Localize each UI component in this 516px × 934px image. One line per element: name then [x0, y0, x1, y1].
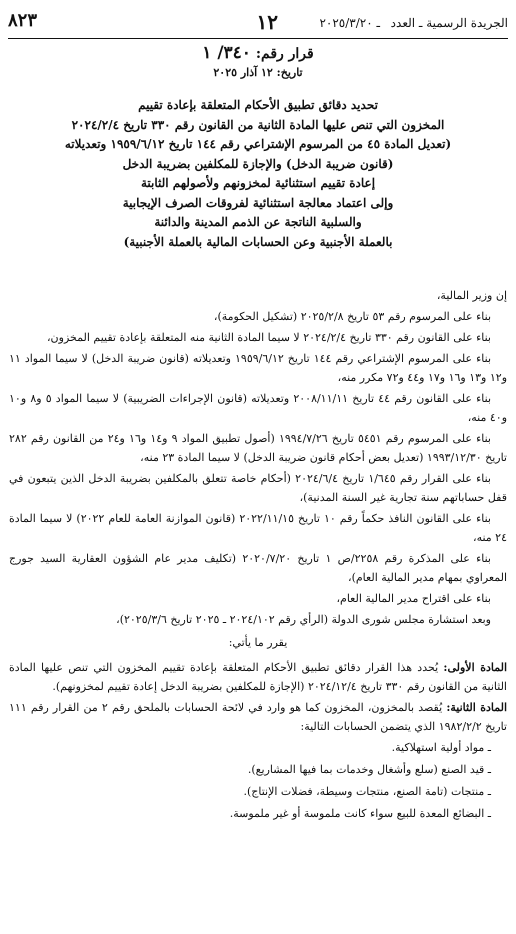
- gazette-title: الجريدة الرسمية ـ العدد: [390, 16, 508, 30]
- page-number: ٨٢٣: [8, 10, 38, 31]
- list-item: ـ البضائع المعدة للبيع سواء كانت ملموسة أو غير ملموسة.: [229, 807, 491, 820]
- decree-number-value: ٣٤٠/ ١: [202, 43, 251, 63]
- decree-heading: [0, 44, 516, 81]
- title-line: بالعملة الأجنبية وعن الحسابات المالية بالعملة الأجنبية): [123, 234, 393, 249]
- recital: بناء على المرسوم رقم ٥٣ تاريخ ٢٠٢٥/٢/٨ (تشكيل الحكومة)،: [213, 310, 491, 323]
- decree-number-line: [0, 44, 516, 63]
- article-2: [9, 698, 507, 736]
- title-line: والسلبية الناتجة عن الذمم المدينة والدائنة: [154, 215, 362, 229]
- recital: بناء على المرسوم الإشتراعي رقم ١٤٤ تاريخ ١٩٥٩/٦/١٢ وتعديلاته (قانون ضريبة الدخل) لا سيما المواد ١١ و١٢ و١٣ و١٦ و١٧ و٤٤ و٧٢ مكرر منه،: [9, 352, 507, 384]
- page-header: [8, 10, 508, 34]
- article-2-text: يُقصد بالمخزون، المخزون كما هو وارد في لائحة الحسابات بالملحق رقم ٢ من القرار رقم ١١١ تاريخ ١٩٨٢/٢/٢ الذي يتضمن الحسابات التالية:: [9, 701, 507, 733]
- title-line: وإلى اعتماد معالجة استثنائية لفروقات الصرف الإيجابية: [122, 195, 394, 210]
- decree-title: [10, 96, 506, 252]
- article-2-label: المادة الثانية:: [446, 701, 508, 714]
- list-item: ـ مواد أولية استهلاكية.: [391, 741, 491, 754]
- article-1: [9, 658, 507, 696]
- list-item: ـ قيد الصنع (سلع وأشغال وخدمات بما فيها المشاريع).: [247, 763, 491, 776]
- recital: بناء على القانون رقم ٤٤ تاريخ ٢٠٠٨/١١/١١ وتعديلاته (قانون الإجراءات الضريبية) لا سيما المواد ٥ و٨ و١٠ و٤٠ منه،: [9, 392, 507, 424]
- decree-body: [9, 286, 507, 826]
- issue-number: ١٢: [256, 10, 278, 34]
- issue-date: ـ ٢٠٢٥/٣/٢٠: [319, 16, 380, 30]
- recital: بناء على القانون رقم ٣٣٠ تاريخ ٢٠٢٤/٢/٤ لا سيما المادة الثانية منه المتعلقة بإعادة تقييم المخزون،: [47, 331, 491, 344]
- decree-number-label: قرار رقم:: [255, 46, 314, 62]
- title-line: إعادة تقييم استثنائية لمخزونهم ولأصولهم الثابتة: [140, 176, 376, 190]
- article-1-label: المادة الأولى:: [443, 661, 508, 674]
- decree-date: تاريخ: ١٢ آذار ٢٠٢٥: [213, 66, 303, 79]
- recital: بناء على القرار رقم ١/٦٤٥ تاريخ ٢٠٢٤/٦/٤ (أحكام خاصة تتعلق بالمكلفين بضريبة الدخل الذين يتبعون في قفل حساباتهم سنة تجارية غير السنة المدنية)،: [9, 472, 507, 504]
- opening-line: إن وزير المالية،: [436, 289, 507, 302]
- decides-line: يقرر ما يأتي:: [228, 636, 288, 649]
- list-item: ـ منتجات (تامة الصنع، منتجات وسيطة، فضلات الإنتاج).: [243, 785, 491, 798]
- recital: بناء على المذكرة رقم ٢٢٥٨/ص ١ تاريخ ٢٠٢٠/٧/٢٠ (تكليف مدير عام الشؤون العقارية السيد جورج المعراوي بمهام مدير المالية العام)،: [9, 552, 507, 584]
- recital: وبعد استشارة مجلس شورى الدولة (الرأي رقم ٢٠٢٤/١٠٢ ـ ٢٠٢٥ تاريخ ٢٠٢٥/٣/٦)،: [116, 613, 491, 626]
- title-line: المخزون التي تنص عليها المادة الثانية من القانون رقم ٣٣٠ تاريخ ٢٠٢٤/٢/٤: [71, 117, 445, 132]
- header-rule: [8, 38, 508, 39]
- recital: بناء على القانون النافذ حكماً رقم ١٠ تاريخ ٢٠٢٢/١١/١٥ (قانون الموازنة العامة للعام ٢٠٢٢) لا سيما المادة ٢٤ منه،: [9, 512, 507, 544]
- article-1-text: يُحدد هذا القرار دقائق تطبيق الأحكام المتعلقة بإعادة تقييم المخزون التي تنص عليها المادة الثانية من القانون رقم ٣٣٠ تاريخ ٢٠٢٤/١٢/٤ (الإجازة للمكلفين بضريبة الدخل إعادة تقييم لمخزونهم).: [9, 661, 507, 693]
- title-line: (قانون ضريبة الدخل) والإجازة للمكلفين بضريبة الدخل: [122, 156, 394, 171]
- title-line: (تعديل المادة ٤٥ من المرسوم الإشتراعي رقم ١٤٤ تاريخ ١٩٥٩/٦/١٢ وتعديلاته: [64, 137, 452, 151]
- title-line: تحديد دقائق تطبيق الأحكام المتعلقة بإعادة تقييم: [138, 98, 378, 112]
- recital: بناء على اقتراح مدير المالية العام،: [336, 592, 491, 605]
- recital: بناء على المرسوم رقم ٥٤٥١ تاريخ ١٩٩٤/٧/٢٦ (أصول تطبيق المواد ٩ و١٤ و١٦ و٢٤ من القانون رقم ٢٨٢ تاريخ ١٩٩٣/١٢/٣٠ (تعديل بعض أحكام قانون ضريبة الدخل) لا سيما المادة ٢٣ منه،: [9, 432, 507, 464]
